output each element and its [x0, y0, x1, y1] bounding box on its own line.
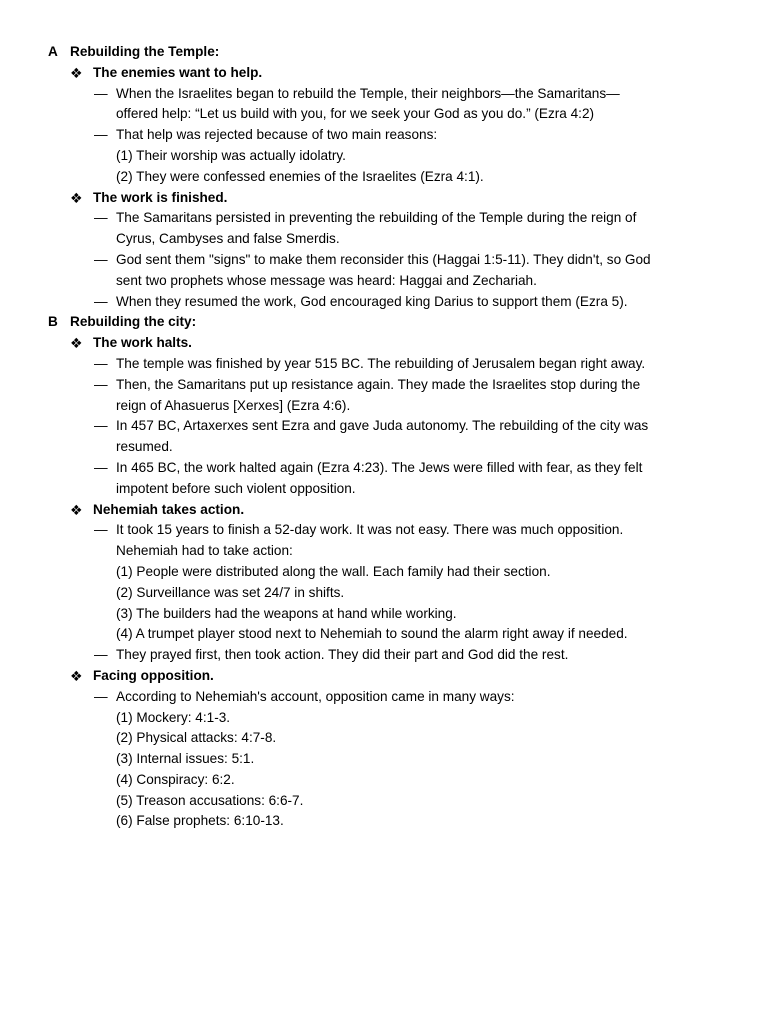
numbered-subitem-text: (1) People were distributed along the wall. Each family had their section. [116, 563, 551, 579]
bullet-item-continuation-text: sent two prophets whose message was heard: Haggai and Zechariah. [116, 272, 537, 288]
numbered-subitem [0, 708, 768, 729]
bullet-item-text: God sent them "signs" to make them reconsider this (Haggai 1:5-11). They didn't, so God [116, 251, 651, 267]
numbered-subitem-text: (1) Mockery: 4:1-3. [116, 709, 231, 725]
section-letter: B [48, 314, 58, 330]
section-heading [0, 312, 768, 333]
bullet-item-continuation [0, 396, 768, 417]
bullet-item [0, 687, 768, 708]
diamond-bullet-icon: ❖ [70, 189, 83, 206]
subsection-heading-text: The work halts. [93, 335, 192, 351]
dash-bullet-icon: — [94, 127, 108, 143]
subsection-heading [0, 333, 768, 354]
bullet-item-continuation [0, 271, 768, 292]
subsection-heading-text: Facing opposition. [93, 667, 214, 683]
bullet-item-continuation [0, 479, 768, 500]
bullet-item-continuation [0, 104, 768, 125]
numbered-subitem [0, 583, 768, 604]
dash-bullet-icon: — [94, 376, 108, 392]
numbered-subitem [0, 624, 768, 645]
numbered-subitem-text: (3) Internal issues: 5:1. [116, 751, 255, 767]
numbered-subitem [0, 146, 768, 167]
subsection-heading [0, 666, 768, 687]
bullet-item-continuation-text: resumed. [116, 439, 173, 455]
numbered-subitem [0, 604, 768, 625]
diamond-bullet-icon: ❖ [70, 64, 83, 81]
bullet-item-text: Then, the Samaritans put up resistance again. They made the Israelites stop during the [116, 376, 641, 392]
diamond-bullet-icon: ❖ [70, 335, 83, 352]
numbered-subitem [0, 728, 768, 749]
bullet-item-text: The Samaritans persisted in preventing the rebuilding of the Temple during the reign of [116, 210, 637, 226]
numbered-subitem [0, 167, 768, 188]
numbered-subitem [0, 770, 768, 791]
numbered-subitem [0, 791, 768, 812]
diamond-bullet-icon: ❖ [70, 501, 83, 518]
subsection-heading [0, 188, 768, 209]
numbered-subitem [0, 811, 768, 832]
bullet-item [0, 125, 768, 146]
dash-bullet-icon: — [94, 522, 108, 538]
bullet-item [0, 458, 768, 479]
bullet-item-continuation [0, 541, 768, 562]
bullet-item-continuation-text: impotent before such violent opposition. [116, 480, 356, 496]
dash-bullet-icon: — [94, 293, 108, 309]
numbered-subitem-text: (6) False prophets: 6:10-13. [116, 813, 284, 829]
section-heading-text: Rebuilding the Temple: [70, 44, 220, 59]
subsection-heading [0, 63, 768, 84]
numbered-subitem-text: (4) A trumpet player stood next to Nehemiah to sound the alarm right away if needed. [116, 626, 628, 642]
dash-bullet-icon: — [94, 85, 108, 101]
numbered-subitem-text: (5) Treason accusations: 6:6-7. [116, 792, 304, 808]
dash-bullet-icon: — [94, 688, 108, 704]
bullet-item [0, 416, 768, 437]
bullet-item-continuation-text: offered help: “Let us build with you, for we seek your God as you do.” (Ezra 4:2) [116, 106, 595, 122]
numbered-subitem-text: (2) Surveillance was set 24/7 in shifts. [116, 584, 345, 600]
numbered-subitem [0, 749, 768, 770]
section-heading [0, 42, 768, 63]
numbered-subitem-text: (4) Conspiracy: 6:2. [116, 771, 235, 787]
dash-bullet-icon: — [94, 355, 108, 371]
bullet-item-text: When the Israelites began to rebuild the Temple, their neighbors—the Samaritans— [116, 85, 620, 101]
bullet-item-continuation-text: reign of Ahasuerus [Xerxes] (Ezra 4:6). [116, 397, 351, 413]
numbered-subitem-text: (2) They were confessed enemies of the Israelites (Ezra 4:1). [116, 168, 484, 184]
bullet-item-text: When they resumed the work, God encouraged king Darius to support them (Ezra 5). [116, 293, 628, 309]
numbered-subitem-text: (2) Physical attacks: 4:7-8. [116, 730, 277, 746]
bullet-item-continuation-text: Nehemiah had to take action: [116, 543, 293, 559]
bullet-item [0, 645, 768, 666]
numbered-subitem-text: (1) Their worship was actually idolatry. [116, 147, 346, 163]
document-body [0, 42, 768, 832]
diamond-bullet-icon: ❖ [70, 667, 83, 684]
bullet-item [0, 354, 768, 375]
numbered-subitem-text: (3) The builders had the weapons at hand while working. [116, 605, 457, 621]
bullet-item-text: In 457 BC, Artaxerxes sent Ezra and gave Juda autonomy. The rebuilding of the city was [116, 418, 649, 434]
bullet-item-text: They prayed first, then took action. They did their part and God did the rest. [116, 647, 569, 663]
dash-bullet-icon: — [94, 418, 108, 434]
bullet-item-continuation-text: Cyrus, Cambyses and false Smerdis. [116, 231, 340, 247]
dash-bullet-icon: — [94, 647, 108, 663]
bullet-item [0, 250, 768, 271]
dash-bullet-icon: — [94, 251, 108, 267]
bullet-item-text: It took 15 years to finish a 52-day work. It was not easy. There was much opposition. [116, 522, 624, 538]
bullet-item-text: In 465 BC, the work halted again (Ezra 4:23). The Jews were filled with fear, as they felt [116, 459, 643, 475]
bullet-item-text: The temple was finished by year 515 BC. The rebuilding of Jerusalem began right away. [116, 355, 646, 371]
subsection-heading-text: Nehemiah takes action. [93, 501, 245, 517]
bullet-item-text: That help was rejected because of two main reasons: [116, 127, 438, 143]
subsection-heading [0, 500, 768, 521]
section-heading-text: Rebuilding the city: [70, 314, 197, 330]
bullet-item-continuation [0, 437, 768, 458]
section-letter: A [48, 44, 58, 59]
dash-bullet-icon: — [94, 459, 108, 475]
bullet-item-text: According to Nehemiah's account, opposition came in many ways: [116, 688, 515, 704]
bullet-item [0, 520, 768, 541]
numbered-subitem [0, 562, 768, 583]
bullet-item [0, 84, 768, 105]
dash-bullet-icon: — [94, 210, 108, 226]
bullet-item [0, 375, 768, 396]
bullet-item [0, 208, 768, 229]
subsection-heading-text: The enemies want to help. [93, 64, 263, 80]
bullet-item [0, 292, 768, 313]
bullet-item-continuation [0, 229, 768, 250]
subsection-heading-text: The work is finished. [93, 189, 228, 205]
